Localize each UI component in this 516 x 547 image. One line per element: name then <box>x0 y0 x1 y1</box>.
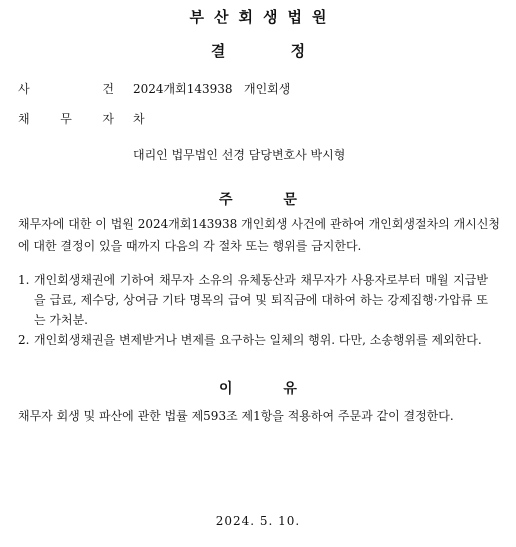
reason-heading: 이 유 <box>219 381 297 397</box>
attorney-line: 대리인 법무법인 선경 담당변호사 박시형 <box>133 148 346 162</box>
order-heading: 주 문 <box>219 192 297 208</box>
debtor-value: 차 <box>133 112 145 126</box>
document-title: 결 정 <box>210 42 306 60</box>
list-item <box>18 330 488 350</box>
debtor-label: 채 무 자 <box>18 112 114 126</box>
list-item-number: 1. <box>18 273 30 287</box>
case-number-value: 2024개회143938 개인회생 <box>133 82 291 96</box>
list-item-number: 2. <box>18 333 30 347</box>
list-item-text: 개인회생채권에 기하여 채무자 소유의 유체동산과 채무자가 사용자로부터 매월 지급받을 급료, 제수당, 상여금 기타 명목의 급여 및 퇴직금에 대하여 하는 강제집행·가압류 또는 가처분. <box>34 273 488 327</box>
decision-date: 2024. 5. 10. <box>215 514 301 528</box>
reason-paragraph: 채무자 회생 및 파산에 관한 법률 제593조 제1항을 적용하여 주문과 같이 결정한다. <box>18 409 454 423</box>
list-item-text: 개인회생채권을 변제받거나 변제를 요구하는 일체의 행위. 다만, 소송행위를 제외한다. <box>34 333 482 347</box>
court-name: 부산회생법원 <box>189 8 337 26</box>
list-item <box>18 270 488 330</box>
debtor-row <box>18 110 145 127</box>
case-number-row <box>18 80 290 97</box>
case-label: 사 건 <box>18 82 114 96</box>
order-intro-paragraph: 채무자에 대한 이 법원 2024개회143938 개인회생 사건에 관하여 개인회생절차의 개시신청에 대한 결정이 있을 때까지 다음의 각 절차 또는 행위를 금지한다. <box>18 217 500 253</box>
order-list <box>18 270 488 350</box>
